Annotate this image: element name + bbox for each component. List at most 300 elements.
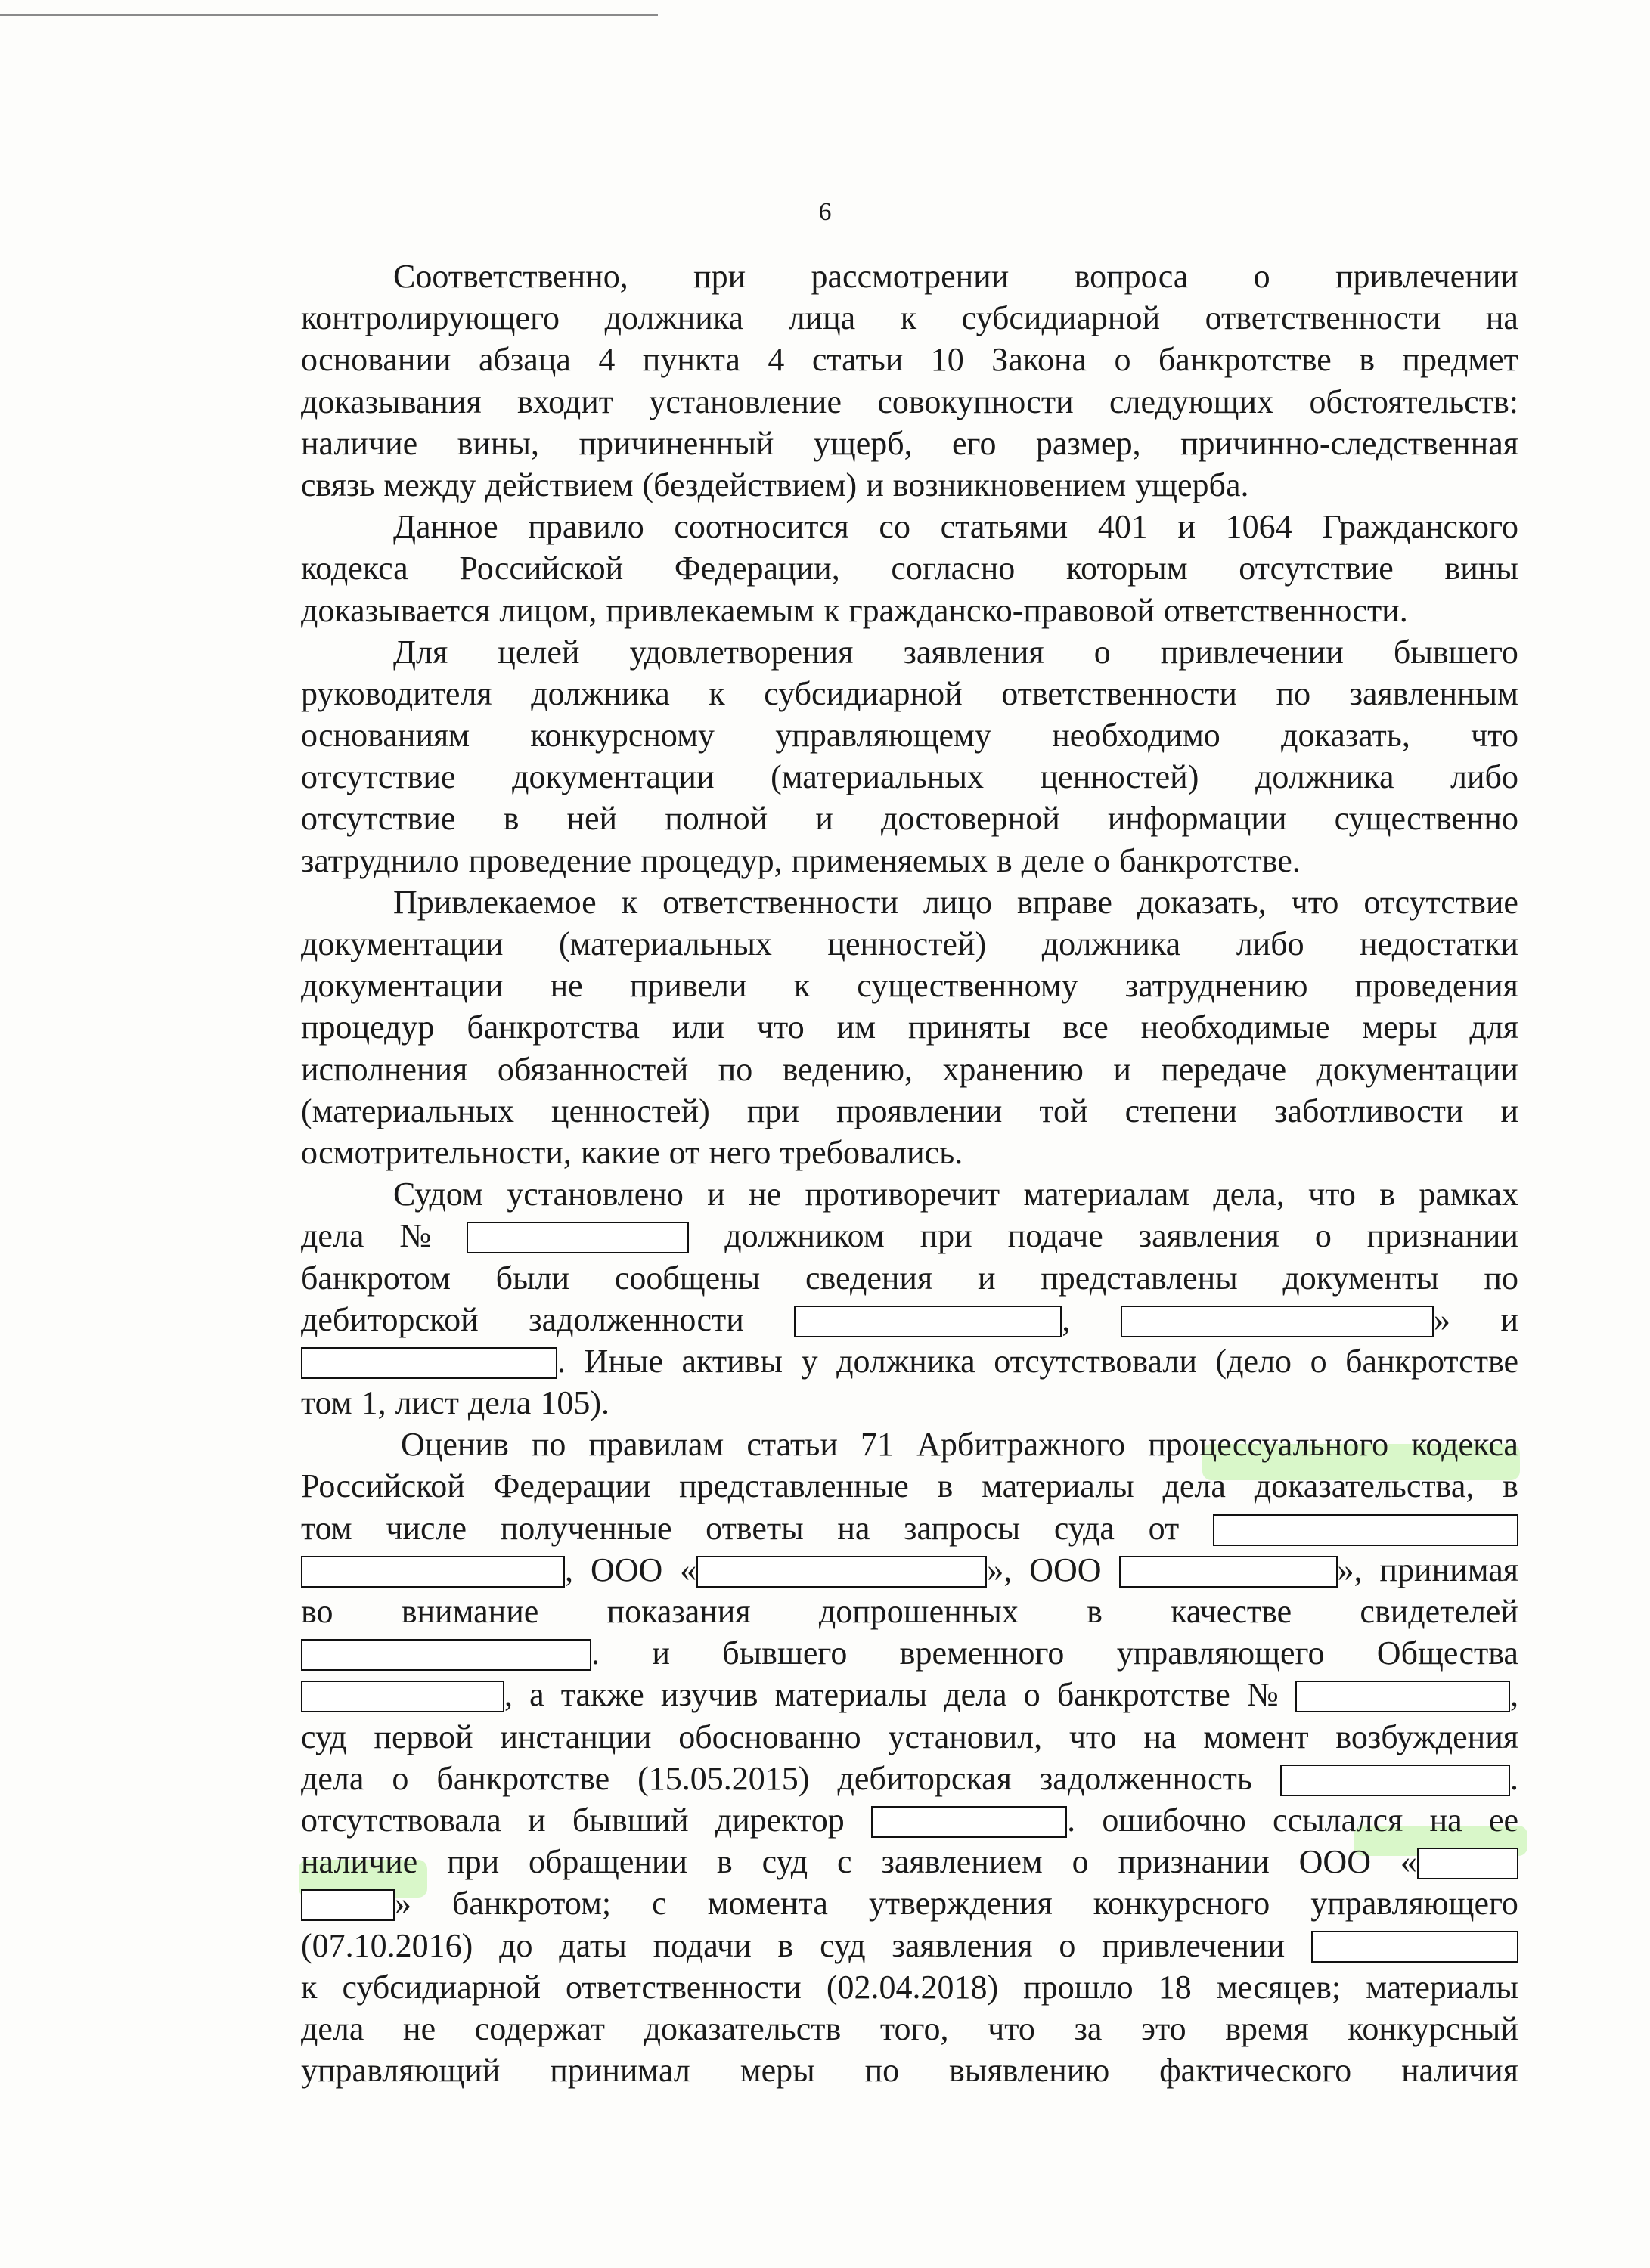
word: банкротстве — [1345, 1342, 1518, 1380]
word: вины — [1444, 550, 1518, 587]
word: подачи — [653, 1926, 752, 1964]
word: первой — [374, 1718, 473, 1755]
word: должником — [724, 1217, 885, 1255]
word: вопроса — [1074, 258, 1189, 295]
word: , — [1295, 1674, 1518, 1715]
word: о — [1059, 1926, 1076, 1964]
word: требовались. — [780, 1133, 963, 1171]
word: что — [756, 1009, 805, 1046]
word: причинно-следственная — [1180, 424, 1518, 462]
word: процессуального — [1148, 1426, 1389, 1464]
word: информации — [1107, 800, 1287, 838]
word: кодекса — [1411, 1426, 1518, 1464]
word: по — [864, 2052, 900, 2090]
word: недостатки — [1360, 925, 1518, 962]
word: Данное — [393, 508, 498, 546]
text-line — [301, 1925, 1518, 1966]
word: банкротства — [467, 1009, 640, 1046]
word: для — [1469, 1009, 1518, 1046]
word: проявлении — [836, 1092, 1003, 1129]
word: качестве — [1171, 1593, 1292, 1630]
word: наличие — [301, 1843, 418, 1881]
redaction-box — [301, 1639, 591, 1671]
word: и — [1113, 1050, 1131, 1088]
word: обстоятельств: — [1309, 383, 1518, 420]
word: противоречит — [805, 1176, 1000, 1213]
word: полученные — [500, 1509, 672, 1547]
word: ценностей) — [551, 1092, 710, 1129]
word: а — [529, 1676, 544, 1714]
word: . — [1280, 1758, 1518, 1799]
word: к — [709, 674, 725, 712]
text-line — [301, 673, 1518, 714]
word: целей — [498, 633, 580, 671]
text-line — [301, 714, 1518, 756]
text-line — [301, 756, 1518, 798]
word: отсутствие — [301, 758, 456, 796]
word: фактического — [1159, 2052, 1352, 2090]
word: необходимо — [1052, 717, 1220, 754]
word: бывший — [572, 1801, 689, 1839]
word: содержат — [474, 2009, 605, 2047]
word: , — [301, 1674, 513, 1715]
word: все — [1062, 1009, 1109, 1046]
word: на — [837, 1509, 870, 1547]
word: должника — [604, 299, 744, 337]
word: ущерб, — [813, 424, 913, 462]
word: дела — [301, 1217, 364, 1255]
word: правилам — [588, 1426, 724, 1464]
word: руководителя — [301, 674, 492, 712]
word: обращении — [529, 1843, 688, 1881]
text-line — [301, 339, 1518, 380]
word: правило — [528, 508, 644, 546]
text-line — [301, 256, 1518, 297]
word: должника — [1041, 925, 1181, 962]
word: гражданско-правовой — [848, 591, 1155, 629]
word: это — [1141, 2009, 1186, 2047]
word: привлекаемым — [606, 591, 815, 629]
word: Соответственно, — [393, 258, 628, 295]
word: привлечении — [1160, 633, 1344, 671]
word: дела — [301, 1759, 364, 1797]
word: о — [1072, 1843, 1089, 1881]
word: от — [668, 1133, 700, 1171]
word: передаче — [1161, 1050, 1287, 1088]
word: доказывается — [301, 591, 491, 629]
word: субсидиарной — [342, 1968, 541, 2006]
word: к — [621, 883, 638, 921]
word: наличия — [1401, 2052, 1518, 2090]
word: заботливости — [1274, 1092, 1464, 1129]
word: следующих — [1109, 383, 1274, 420]
word: », — [1119, 1549, 1363, 1591]
text-line — [301, 1006, 1518, 1048]
word: документации — [512, 758, 715, 796]
word: . — [301, 1340, 566, 1382]
word: доказать, — [1281, 717, 1410, 754]
text-line — [301, 1674, 1518, 1715]
word: с — [837, 1843, 852, 1881]
word: заявлением — [881, 1843, 1043, 1881]
word: от — [1148, 1509, 1180, 1547]
word: обоснованно — [678, 1718, 861, 1755]
text-line — [301, 1049, 1518, 1090]
word: подаче — [1007, 1217, 1103, 1255]
word: банкротстве. — [1119, 841, 1301, 879]
word: что — [1291, 883, 1339, 921]
word: дела — [1162, 1467, 1226, 1505]
redaction-box — [301, 1889, 395, 1921]
word: необходимые — [1140, 1009, 1330, 1046]
word: и — [1500, 1300, 1518, 1338]
word: , — [301, 1549, 573, 1591]
word: управляющего — [1310, 1885, 1518, 1923]
word: утверждения — [868, 1885, 1053, 1923]
word: сведения — [805, 1259, 933, 1297]
word: ООО — [1298, 1843, 1371, 1881]
word: на — [1485, 299, 1518, 337]
word: полной — [665, 800, 768, 838]
word: запросы — [904, 1509, 1021, 1547]
word: принимал — [550, 2052, 690, 2090]
word: ошибочно — [1102, 1801, 1246, 1839]
text-line — [301, 1507, 1518, 1549]
word: статьи — [746, 1426, 838, 1464]
text-line — [301, 840, 1518, 881]
word: заявления — [1138, 1217, 1279, 1255]
word: заявленным — [1349, 674, 1518, 712]
word: документации — [1316, 1050, 1518, 1088]
word: хранению — [942, 1050, 1084, 1088]
word: момента — [707, 1885, 828, 1923]
word: заявления — [903, 633, 1044, 671]
word: применяемых — [791, 841, 988, 879]
word: на — [1429, 1801, 1462, 1839]
word: суд — [761, 1843, 808, 1881]
word: согласно — [891, 550, 1016, 587]
word: входит — [516, 383, 613, 420]
word: на — [1143, 1718, 1177, 1755]
word: в — [1379, 1176, 1395, 1213]
word: и — [1500, 1092, 1518, 1129]
word: и — [866, 466, 884, 503]
text-line — [301, 2008, 1518, 2050]
word: соотносится — [674, 508, 849, 546]
word: деле — [1021, 841, 1084, 879]
word: между — [383, 466, 476, 503]
text-line — [301, 297, 1518, 339]
word: « », — [680, 1551, 1013, 1588]
word: директор — [715, 1801, 845, 1839]
word: лист — [395, 1384, 459, 1422]
word: момент — [1203, 1718, 1309, 1755]
word: дела — [301, 2009, 364, 2047]
word: не — [403, 2009, 436, 2047]
scan-top-rule — [0, 14, 658, 16]
word: признании — [1118, 1843, 1270, 1881]
word: ценностей) — [1040, 758, 1199, 796]
word: ведению, — [782, 1050, 913, 1088]
word: о — [1314, 1217, 1332, 1255]
word: кодекса — [301, 550, 408, 587]
word: меры — [740, 2052, 815, 2090]
word: 71 — [860, 1426, 894, 1464]
word: изучив — [660, 1676, 758, 1714]
word: по — [1276, 674, 1311, 712]
word: которым — [1065, 550, 1188, 587]
word: дела, — [1213, 1176, 1285, 1213]
word: даты — [559, 1926, 627, 1964]
word: Российской — [301, 1467, 465, 1505]
word: до — [499, 1926, 533, 1964]
text-line — [301, 1424, 1518, 1465]
word: или — [671, 1009, 724, 1046]
word: процедур, — [640, 841, 783, 879]
word: дебиторской — [301, 1300, 479, 1338]
word — [1213, 1507, 1518, 1549]
word: отсутствие — [301, 800, 456, 838]
word: либо — [1236, 925, 1304, 962]
word: временного — [899, 1634, 1065, 1672]
text-line — [301, 1382, 1518, 1424]
word: привлечении — [1102, 1926, 1286, 1964]
text-line — [301, 1340, 1518, 1382]
redaction-box — [301, 1556, 565, 1588]
word: также — [560, 1676, 644, 1714]
word: рамках — [1419, 1176, 1518, 1213]
word: (02.04.2018) — [826, 1968, 999, 2006]
text-line — [301, 381, 1518, 423]
word: должника — [836, 1342, 975, 1380]
text-line — [301, 631, 1518, 673]
word: о — [1093, 841, 1110, 879]
redaction-box — [1280, 1765, 1510, 1796]
word: Арбитражного — [916, 1426, 1125, 1464]
text-line — [301, 1632, 1518, 1674]
word: абзаца — [478, 341, 571, 379]
word: по — [718, 1050, 753, 1088]
word: 1064 — [1225, 508, 1292, 546]
word: что — [1471, 717, 1518, 754]
word: выявлению — [949, 2052, 1110, 2090]
word: существенному — [857, 967, 1078, 1005]
word: 18 — [1158, 1968, 1192, 2006]
word: документации — [301, 925, 504, 962]
word: в — [1503, 1467, 1518, 1505]
text-line — [301, 423, 1518, 464]
word: затруднению — [1124, 967, 1308, 1005]
word: и — [707, 1176, 725, 1213]
text-line — [301, 965, 1518, 1006]
text-line — [301, 1966, 1518, 2008]
word: ответственности — [1001, 674, 1237, 712]
word: причиненный — [578, 424, 774, 462]
word: и — [1177, 508, 1196, 546]
word: свидетелей — [1360, 1593, 1518, 1630]
word: о — [1310, 1342, 1327, 1380]
word: и — [652, 1634, 670, 1672]
word: к — [301, 1968, 318, 2006]
word: в — [777, 1926, 794, 1964]
word: удовлетворения — [629, 633, 854, 671]
word: установил, — [888, 1718, 1043, 1755]
word: дела — [467, 1384, 532, 1422]
word: им — [836, 1009, 876, 1046]
word: 1, — [361, 1384, 386, 1422]
word: ее — [1488, 1801, 1518, 1839]
text-line — [301, 1090, 1518, 1132]
word: возбуждения — [1335, 1718, 1518, 1755]
word: ней — [566, 800, 618, 838]
document-body — [301, 256, 1518, 2091]
word: лица — [788, 299, 856, 337]
word: во — [301, 1593, 333, 1630]
word: банкротом; — [451, 1885, 612, 1923]
word: Привлекаемое — [393, 883, 597, 921]
word: наличие — [301, 424, 418, 462]
word — [1311, 1925, 1518, 1966]
word: . — [301, 1632, 600, 1674]
text-line — [301, 1716, 1518, 1758]
word: представлены — [1041, 1259, 1238, 1297]
word: него — [709, 1133, 771, 1171]
word: активы — [681, 1342, 783, 1380]
word: (07.10.2016) — [301, 1926, 473, 1964]
word: отсутствие — [1363, 883, 1518, 921]
word: что — [1068, 1718, 1117, 1755]
word: о — [1023, 1676, 1041, 1714]
word: возникновением — [892, 466, 1127, 503]
redaction-box — [1121, 1306, 1434, 1337]
word: степени — [1124, 1092, 1238, 1129]
word: не — [550, 967, 583, 1005]
word: за — [1074, 2009, 1103, 2047]
word: материалы — [774, 1676, 928, 1714]
word: предмет — [1402, 341, 1518, 379]
word: принимая — [1379, 1551, 1518, 1588]
word: с — [652, 1885, 667, 1923]
word: доказывания — [301, 383, 482, 420]
word: о — [392, 1759, 409, 1797]
word: субсидиарной — [764, 674, 963, 712]
word: проведения — [1354, 967, 1518, 1005]
redaction-box — [871, 1806, 1067, 1838]
word: проведение — [468, 841, 632, 879]
word: Иные — [584, 1342, 663, 1380]
redaction-box — [467, 1222, 689, 1253]
word: о — [1093, 633, 1111, 671]
word: 4 — [768, 341, 785, 379]
word: ответственности — [565, 1968, 802, 2006]
word: в — [1087, 1593, 1103, 1630]
word: управляющий — [301, 2052, 501, 2090]
word: ответы — [706, 1509, 804, 1547]
page-number: 6 — [818, 198, 832, 226]
word — [467, 1215, 689, 1256]
word: 105). — [540, 1384, 609, 1422]
word: задолженность — [1039, 1759, 1252, 1797]
text-line — [301, 464, 1518, 506]
word: конкурсному — [530, 717, 715, 754]
word: том — [301, 1384, 352, 1422]
word: № — [399, 1217, 432, 1255]
word: материалы — [982, 1467, 1134, 1505]
word: отсутствие — [1239, 550, 1394, 587]
word: представленные — [679, 1467, 909, 1505]
word: ООО — [1029, 1551, 1102, 1588]
redaction-box — [1119, 1556, 1338, 1588]
word: (бездействием) — [642, 466, 858, 503]
text-line — [301, 506, 1518, 547]
word: конкурсный — [1348, 2009, 1518, 2047]
word: допрошенных — [818, 1593, 1019, 1630]
word: » — [1121, 1299, 1450, 1340]
word: при — [693, 258, 746, 295]
word: (материальных — [771, 758, 985, 796]
word: в — [716, 1843, 733, 1881]
text-line — [301, 1132, 1518, 1173]
word: вправе — [1016, 883, 1112, 921]
word: . — [871, 1799, 1075, 1841]
word: по — [531, 1426, 566, 1464]
redaction-box — [1213, 1514, 1518, 1546]
word: в — [1359, 341, 1375, 379]
word: затруднило — [301, 841, 460, 879]
word: 401 — [1097, 508, 1148, 546]
word: процедур — [301, 1009, 435, 1046]
word: бывшего — [722, 1634, 848, 1672]
word: суда — [1053, 1509, 1115, 1547]
word: статьи — [811, 341, 904, 379]
text-line — [301, 1799, 1518, 1841]
word: и — [528, 1801, 546, 1839]
redaction-box — [301, 1681, 504, 1712]
word: при — [447, 1843, 500, 1881]
word: прошло — [1023, 1968, 1134, 2006]
word: меры — [1362, 1009, 1438, 1046]
word: либо — [1450, 758, 1518, 796]
word: ценностей) — [827, 925, 987, 962]
word: (материальных — [301, 1092, 514, 1129]
word: существенно — [1334, 800, 1518, 838]
word: со — [879, 508, 910, 546]
text-line — [301, 1841, 1518, 1882]
word: инстанции — [500, 1718, 652, 1755]
word: должника — [1255, 758, 1394, 796]
word: совокупности — [877, 383, 1074, 420]
redaction-box — [794, 1306, 1062, 1337]
word: банкротстве — [1056, 1676, 1230, 1714]
word: лицо — [923, 883, 992, 921]
text-line — [301, 1299, 1518, 1340]
word: пункта — [642, 341, 740, 379]
word: заявления — [892, 1926, 1033, 1964]
word: отсутствовали — [994, 1342, 1197, 1380]
word: бывшего — [1393, 633, 1518, 671]
word: материалам — [1023, 1176, 1189, 1213]
redaction-box — [1311, 1931, 1518, 1963]
word: ответственности — [662, 883, 898, 921]
word: обязанностей — [497, 1050, 689, 1088]
word: что — [1308, 1176, 1356, 1213]
word: к — [793, 967, 811, 1005]
word: банкротстве — [436, 1759, 610, 1797]
text-line — [301, 1882, 1518, 1924]
word: привлечении — [1335, 258, 1518, 295]
word: контролирующего — [301, 299, 560, 337]
word: его — [952, 424, 997, 462]
